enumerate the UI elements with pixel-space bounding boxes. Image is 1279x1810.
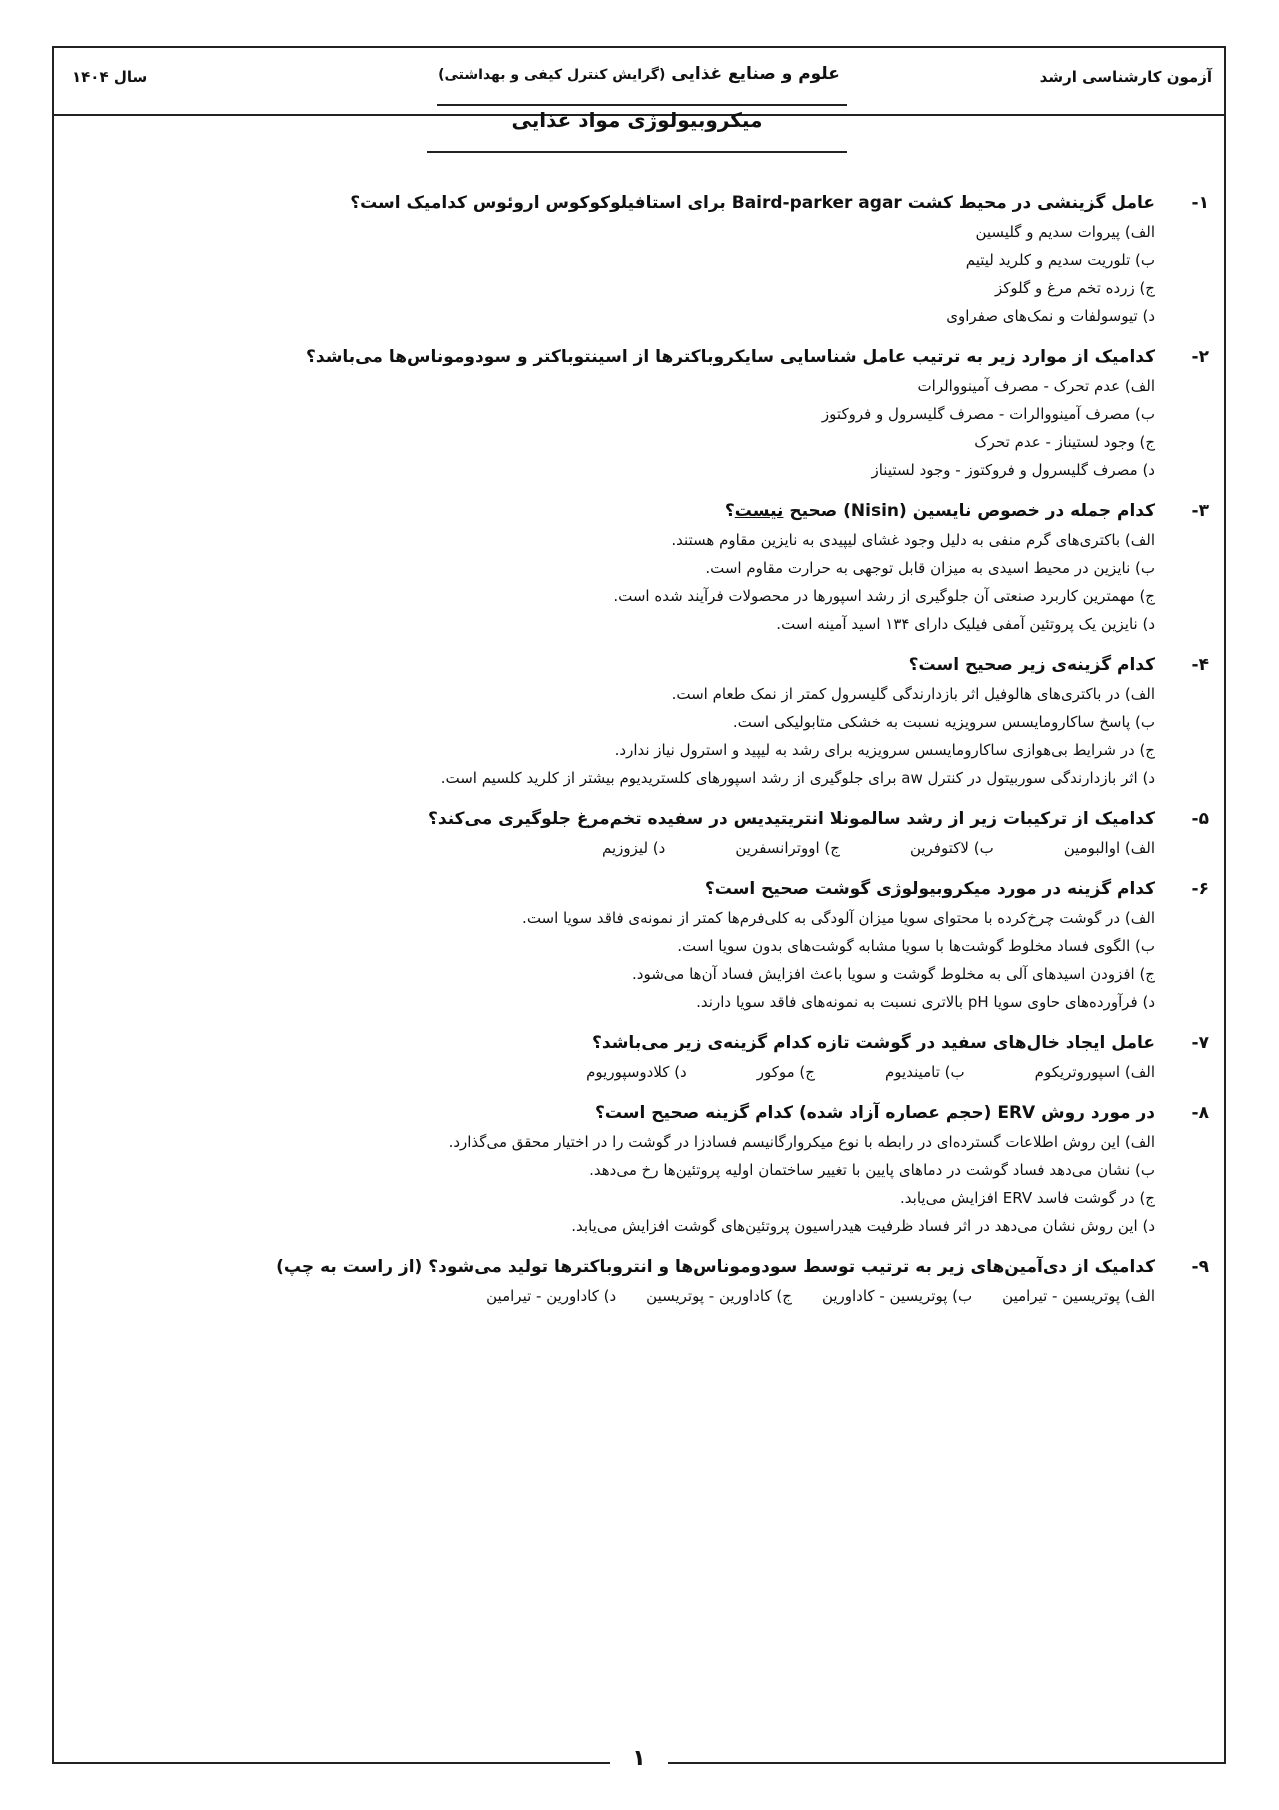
question-stem: در مورد روش ERV (حجم عصاره آزاد شده) کدام گزینه صحیح است؟ [594, 1103, 1155, 1123]
option: د) کاداورین - تیرامین [486, 1287, 617, 1305]
question-number: ۴- [1191, 655, 1209, 675]
section-title [387, 108, 887, 132]
question-5 [70, 804, 1217, 862]
question-stem: کدامیک از ترکیبات زیر از رشد سالمونلا انتریتیدیس در سفیده تخم‌مرغ جلوگیری می‌کند؟ [428, 809, 1155, 829]
question-number: ۷- [1191, 1033, 1209, 1053]
option: د) فرآورده‌های حاوی سویا pH بالاتری نسبت به نمونه‌های فاقد سویا دارند. [696, 993, 1155, 1011]
field-main: علوم و صنایع غذایی [671, 64, 840, 84]
question-number: ۹- [1191, 1257, 1209, 1277]
question-1 [70, 188, 1217, 330]
option: الف) پوتریسین - تیرامین [1002, 1287, 1155, 1305]
option: الف) در باکتری‌های هالوفیل اثر بازدارندگی گلیسرول کمتر از نمک طعام است. [671, 685, 1155, 703]
question-number: ۳- [1191, 501, 1209, 521]
question-stem-end: ؟ [724, 501, 735, 521]
question-stem: کدام گزینه‌ی زیر صحیح است؟ [908, 655, 1155, 675]
inline-options [70, 1058, 1217, 1086]
option: ب) الگوی فساد مخلوط گوشت‌ها با سویا مشابه گوشت‌های بدون سویا است. [677, 937, 1155, 955]
question-stem: کدامیک از دی‌آمین‌های زیر به ترتیب توسط سودوموناس‌ها و انتروباکترها تولید می‌شود؟ (از راست به چپ) [276, 1257, 1155, 1277]
inline-options [70, 834, 1217, 862]
question-6 [70, 874, 1217, 1016]
question-number: ۲- [1191, 347, 1209, 367]
option: ج) در گوشت فاسد ERV افزایش می‌یابد. [900, 1189, 1155, 1207]
question-number: ۸- [1191, 1103, 1209, 1123]
page-number: ۱ [610, 1746, 667, 1771]
option: ج) موکور [756, 1063, 815, 1081]
question-3 [70, 496, 1217, 638]
section-title-text: میکروبیولوژی مواد غذایی [511, 108, 763, 132]
question-4 [70, 650, 1217, 792]
option: ب) نایزین در محیط اسیدی به میزان قابل توجهی به حرارت مقاوم است. [705, 559, 1155, 577]
exam-name: آزمون کارشناسی ارشد [1039, 68, 1212, 86]
option: ج) اووترانسفرین [735, 839, 840, 857]
question-stem-underlined: نیست [734, 501, 784, 521]
option: ب) پوتریسین - کاداورین [821, 1287, 973, 1305]
option: ج) کاداورین - پوتریسین [646, 1287, 792, 1305]
question-stem: کدامیک از موارد زیر به ترتیب عامل شناسایی سایکروباکترها از اسینتوباکتر و سودوموناس‌ها می‌باشد؟ [306, 347, 1155, 367]
option: الف) در گوشت چرخ‌کرده با محتوای سویا میزان آلودگی به کلی‌فرم‌ها کمتر از نمونه‌ی فاقد سویا است. [522, 909, 1155, 927]
question-7 [70, 1028, 1217, 1086]
field-title [54, 64, 1224, 84]
question-2 [70, 342, 1217, 484]
option: ب) تامیندیوم [884, 1063, 965, 1081]
option: ج) افزودن اسیدهای آلی به مخلوط گوشت و سویا باعث افزایش فساد آن‌ها می‌شود. [632, 965, 1155, 983]
question-8 [70, 1098, 1217, 1240]
option: د) تیوسولفات و نمک‌های صفراوی [946, 307, 1155, 325]
question-stem-part: کدام جمله در خصوص نایسین (Nisin) صحیح [783, 501, 1155, 521]
question-number: ۵- [1191, 809, 1209, 829]
option: ب) پاسخ ساکارومایسس سرویزیه نسبت به خشکی متابولیکی است. [732, 713, 1155, 731]
question-stem: عامل گزینشی در محیط کشت Baird-parker agar برای استافیلوکوکوس اروئوس کدامیک است؟ [350, 193, 1155, 213]
option: الف) این روش اطلاعات گسترده‌ای در رابطه با نوع میکروارگانیسم فسادزا در گوشت را در اختیار محقق می‌گذارد. [448, 1133, 1155, 1151]
option: ج) در شرایط بی‌هوازی ساکارومایسس سرویزیه برای رشد به لیپید و استرول نیاز ندارد. [614, 741, 1155, 759]
option: د) نایزین یک پروتئین آمفی فیلیک دارای ۱۳۴ اسید آمینه است. [776, 615, 1155, 633]
inline-options [70, 1282, 1217, 1310]
question-number: ۱- [1191, 193, 1209, 213]
option: الف) عدم تحرک - مصرف آمینووالرات [917, 377, 1155, 395]
option: الف) پیروات سدیم و گلیسین [975, 223, 1155, 241]
option: ج) زرده تخم مرغ و گلوکز [994, 279, 1155, 297]
page-footer [54, 1746, 1224, 1778]
option: د) مصرف گلیسرول و فروکتوز - وجود لستیناز [871, 461, 1155, 479]
field-sub: (گرایش کنترل کیفی و بهداشتی) [438, 67, 666, 83]
option: ب) لاکتوفرین [909, 839, 994, 857]
exam-year: سال ۱۴۰۴ [72, 68, 148, 86]
question-list [70, 188, 1217, 1322]
option: الف) اوالبومین [1063, 839, 1155, 857]
question-9 [70, 1252, 1217, 1310]
question-stem: کدام گزینه در مورد میکروبیولوژی گوشت صحیح است؟ [704, 879, 1155, 899]
option: الف) اسپوروتریکوم [1034, 1063, 1155, 1081]
option: الف) باکتری‌های گرم منفی به دلیل وجود غشای لیپیدی به نایزین مقاوم هستند. [671, 531, 1155, 549]
option: د) کلادوسپوریوم [586, 1063, 687, 1081]
question-number: ۶- [1191, 879, 1209, 899]
option: ب) نشان می‌دهد فساد گوشت در دماهای پایین با تغییر ساختمان اولیه پروتئین‌ها رخ می‌دهد. [589, 1161, 1155, 1179]
option: د) لیزوزیم [602, 839, 666, 857]
option: ب) تلوریت سدیم و کلرید لیتیم [965, 251, 1155, 269]
option: ج) وجود لستیناز - عدم تحرک [974, 433, 1155, 451]
option: ج) مهمترین کاربرد صنعتی آن جلوگیری از رشد اسپورها در محصولات فرآیند شده است. [613, 587, 1155, 605]
option: د) اثر بازدارندگی سوربیتول در کنترل aw برای جلوگیری از رشد اسپورهای کلستریدیوم بیشتر از کلرید کلسیم است. [440, 769, 1155, 787]
option: د) این روش نشان می‌دهد در اثر فساد ظرفیت هیدراسیون پروتئین‌های گوشت افزایش می‌یابد. [571, 1217, 1155, 1235]
question-stem: عامل ایجاد خال‌های سفید در گوشت تازه کدام گزینه‌ی زیر می‌باشد؟ [592, 1033, 1155, 1053]
option: ب) مصرف آمینووالرات - مصرف گلیسرول و فروکتوز [821, 405, 1155, 423]
